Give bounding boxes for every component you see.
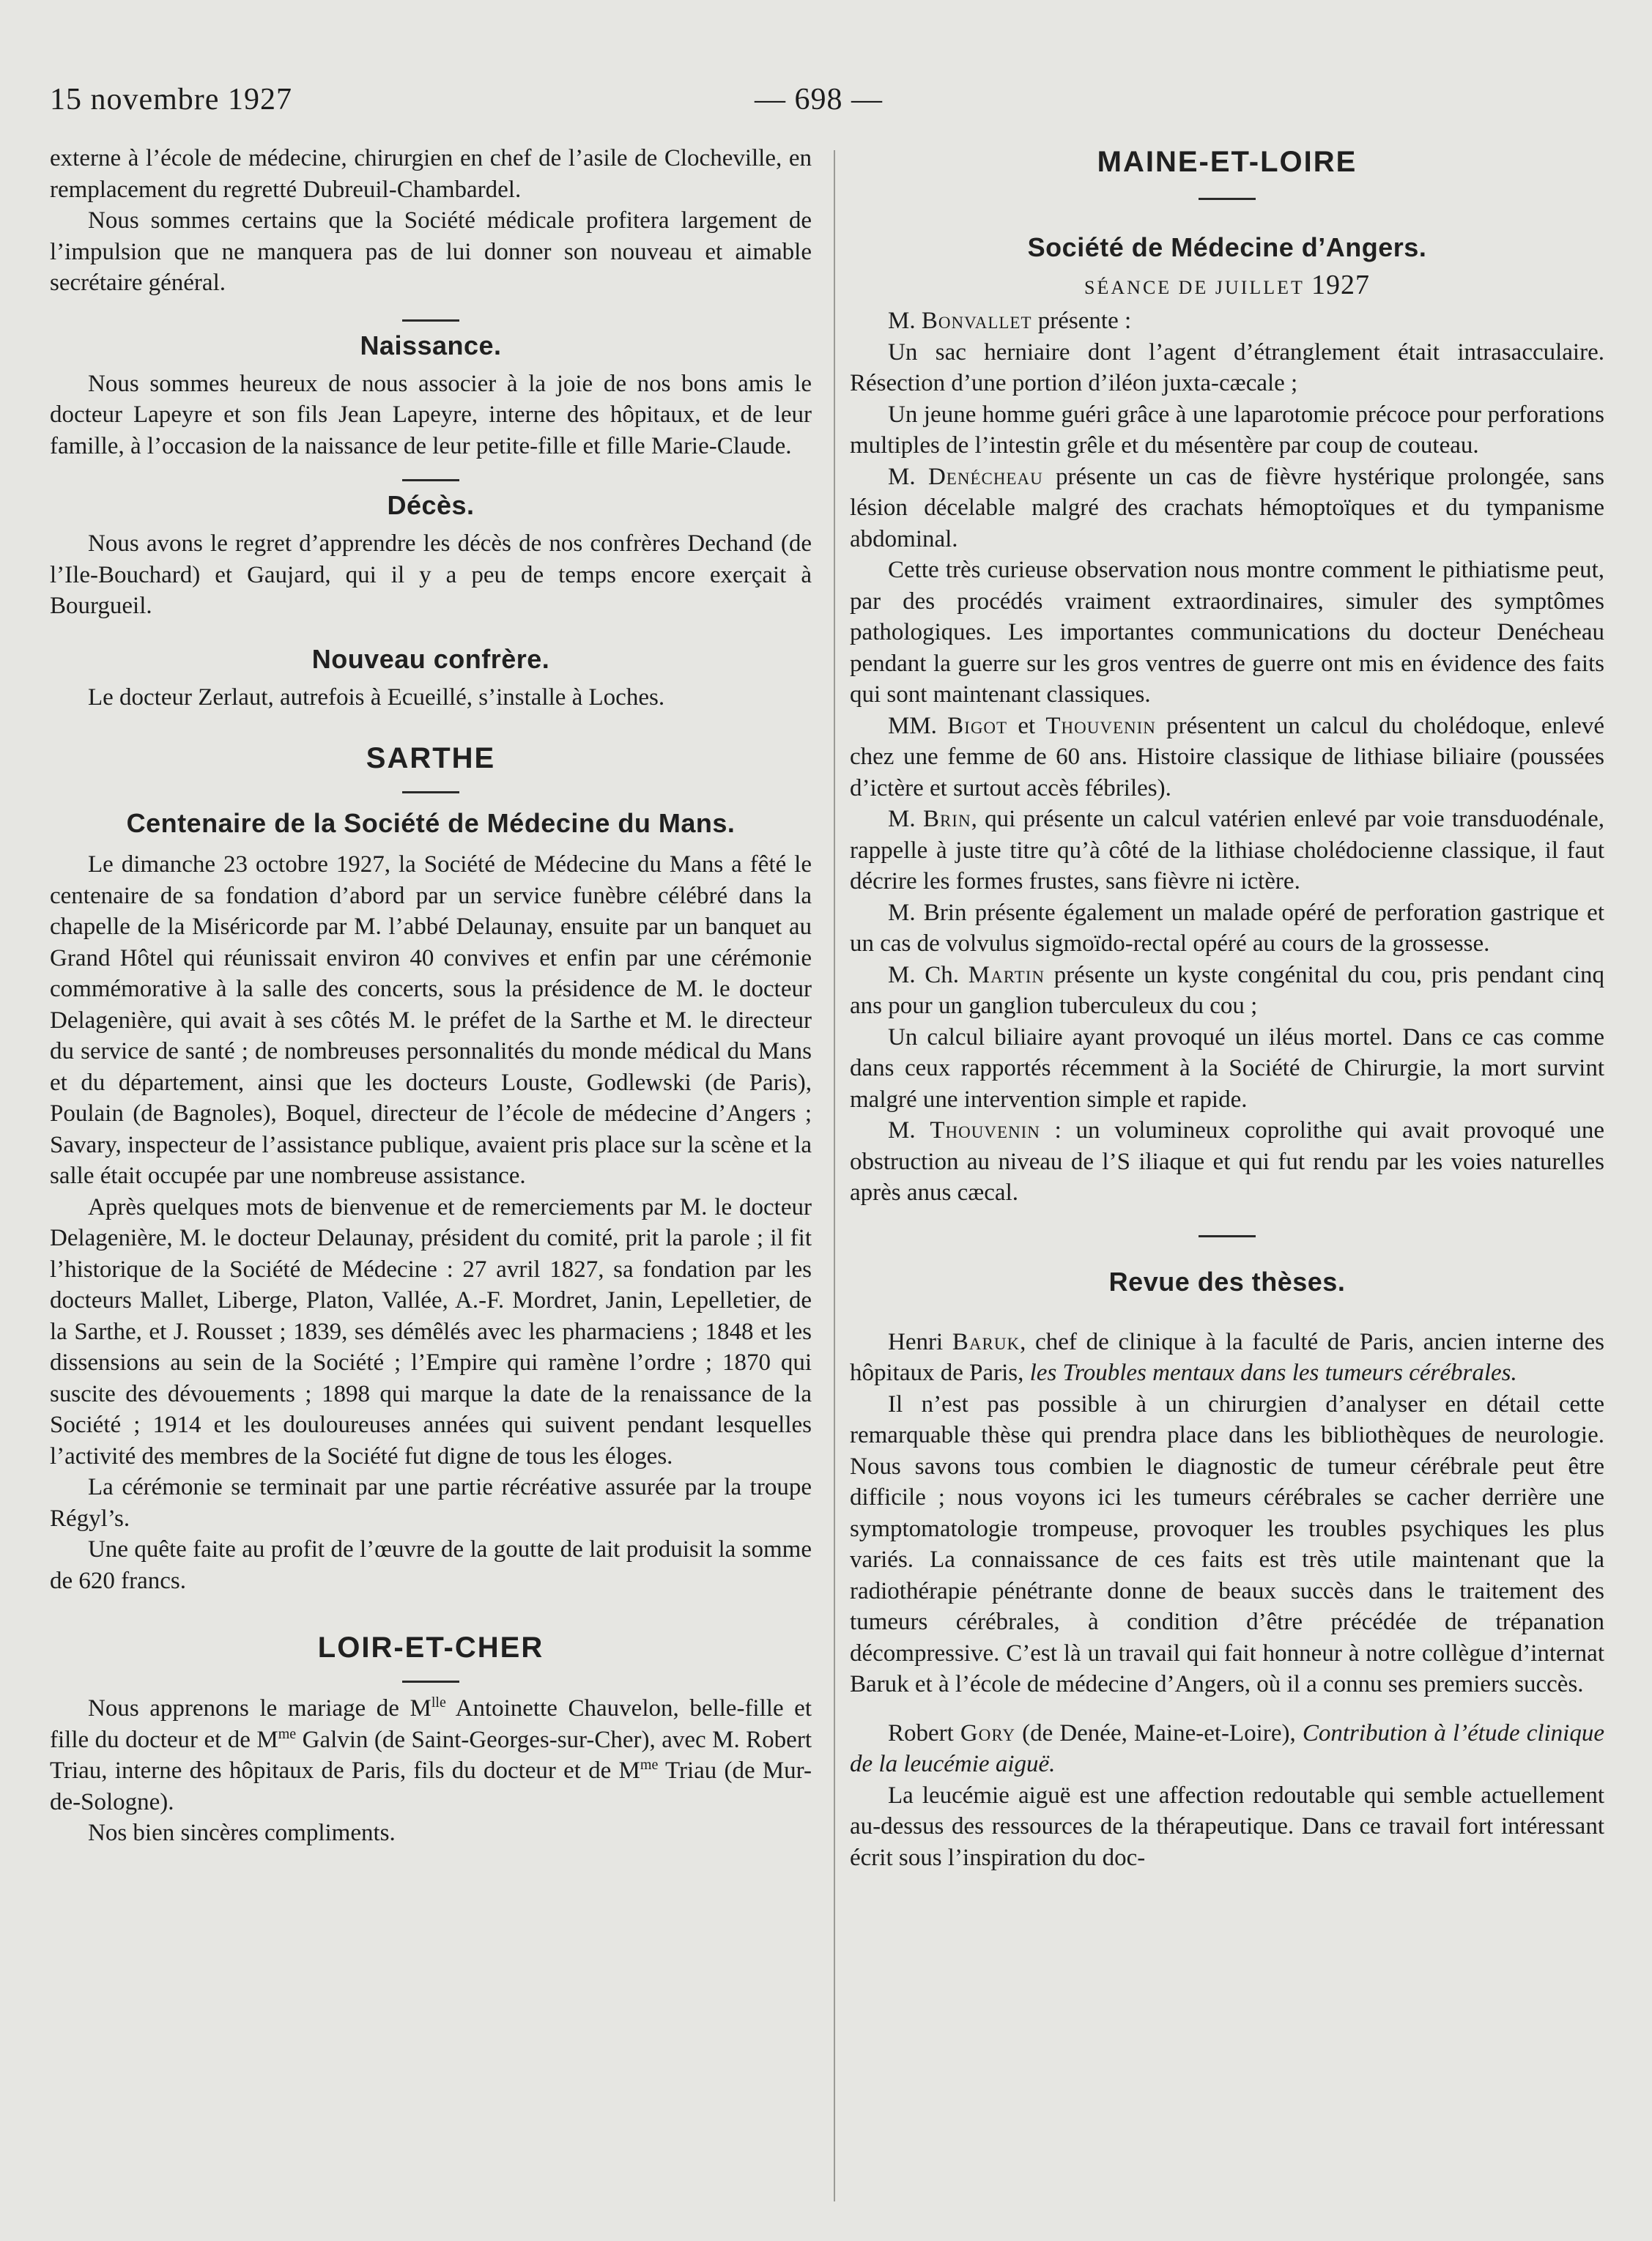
sarthe-heading: SARTHE <box>366 742 496 774</box>
loir-et-cher-heading: LOIR-ET-CHER <box>317 1631 544 1664</box>
right-column <box>850 143 1604 1873</box>
section-separator <box>402 479 459 481</box>
centenaire-heading: Centenaire de la Société de Médecine du Mans. <box>126 808 736 838</box>
naissance-text: Nous sommes heureux de nous associer à la joie de nos bons amis le docteur Lapeyre et son fils Jean Lapeyre, interne des hôpitaux, et de leur famille, à l’occasion de la naissance de leur petite-fille et fille Marie-Claude. <box>50 370 812 459</box>
confrere-text: Le docteur Zerlaut, autrefois à Ecueillé, s’installe à Loches. <box>88 684 665 711</box>
left-column <box>50 143 812 1849</box>
compliments-paragraph: Nos bien sincères compliments. <box>88 1820 396 1846</box>
bigot-thouvenin-paragraph: MM. Bigot et Thouvenin présentent un calcul du cholédoque, enlevé chez une femme de 60 ans. Histoire classique de lithiase biliaire (poussées d’ictère et surtout accès fébriles). <box>850 712 1605 801</box>
sarthe-paragraph-2: Après quelques mots de bienvenue et de remerciements par M. le docteur Delagenière, M. le docteur Delaunay, président du comité, prit la parole ; il fit l’historique de la Société de Médecine : 27 avril 1827, sa fondation par les docteurs Mallet, Liberge, Platon, Vallée, A.-F. Mordret, Janin, Lepelletier, de la Sarthe, et J. Rousset ; 1839, ses démêlés avec les pharmaciens ; 1848 et les dissensions au sein de la Société ; l’Empire qui ramène l’ordre ; 1870 qui suscite des dévouements ; 1898 qui marque la date de la renaissance de la Société ; 1914 et les douloureuses années qui suivent pendant lesquelles l’activité des membres de la Société fut digne de tous les éloges. <box>50 1193 812 1470</box>
thouvenin-paragraph: M. Thouvenin : un volumineux coprolithe qui avait provoqué une obstruction au niveau de l’S iliaque et qui fut rendu par les voies naturelles après anus cæcal. <box>850 1117 1604 1206</box>
section-separator <box>402 319 459 322</box>
sarthe-paragraph-3: La cérémonie se terminait par une partie récréative assurée par la troupe Régyl’s. <box>50 1474 812 1532</box>
leucemie-paragraph: La leucémie aiguë est une affection redoutable qui semble actuellement au-dessus des ressources de la thérapeutique. Dans ce travail fort intéressant écrit sous l’inspiration du doc- <box>850 1782 1604 1871</box>
gory-paragraph: Robert Gory (de Denée, Maine-et-Loire), Contribution à l’étude clinique de la leucémie aiguë. <box>850 1719 1604 1777</box>
confrere-heading: Nouveau confrère. <box>311 643 550 674</box>
seance-line: SÉANCE DE JUILLET 1927 <box>1084 270 1370 300</box>
section-separator <box>402 791 459 793</box>
intro-paragraph: externe à l’école de médecine, chirurgien en chef de l’asile de Clocheville, en remplacement du regretté Dubreuil-Chambardel. <box>50 145 812 203</box>
calcul-biliaire-paragraph: Un calcul biliaire ayant provoqué un iléus mortel. Dans ce cas comme dans ceux rapportés récemment à la Société de Chirurgie, la mort survint malgré une intervention simple et rapide. <box>850 1023 1604 1113</box>
jeune-homme-paragraph: Un jeune homme guéri grâce à une laparotomie précoce pour perforations multiples de l’intestin grêle et du mésentère par coup de couteau. <box>850 401 1604 459</box>
maine-et-loire-heading: MAINE-ET-LOIRE <box>1097 146 1357 178</box>
issue-date: 15 novembre 1927 <box>50 83 292 116</box>
brin-paragraph: M. Brin, qui présente un calcul vatérien enlevé par voie transduodénale, rappelle à juste titre qu’à côté de la lithiase cholédocienne classique, il faut décrire les formes frustes, sans fièvre ni ictère. <box>850 806 1605 894</box>
deces-text: Nous avons le regret d’apprendre les décès de nos confrères Dechand (de l’Ile-Bouchard) et Gaujard, qui il y a peu de temps encore exerçait à Bourgueil. <box>50 530 812 619</box>
intro-paragraph-2: Nous sommes certains que la Société médicale profitera largement de l’impulsion que ne manquera pas de lui donner son nouveau et aimable secrétaire général. <box>50 207 812 296</box>
deces-heading: Décès. <box>387 490 475 520</box>
societe-angers-heading: Société de Médecine d’Angers. <box>1027 232 1427 262</box>
denecheau-paragraph: M. Denécheau présente un cas de fièvre hystérique prolongée, sans lésion décelable malgré des crachats hémoptoïques et du tympanisme abdominal. <box>850 463 1605 552</box>
section-separator <box>1199 1235 1256 1237</box>
revue-theses-heading: Revue des thèses. <box>1108 1266 1346 1297</box>
section-separator <box>402 1681 459 1683</box>
section-separator <box>1199 198 1256 200</box>
martin-paragraph: M. Ch. Martin présente un kyste congénital du cou, pris pendant cinq ans pour un ganglion tuberculeux du cou ; <box>850 961 1604 1019</box>
brin-paragraph-2: M. Brin présente également un malade opéré de perforation gastrique et un cas de volvulus sigmoïdo-rectal opéré au cours de la grossesse. <box>850 899 1604 957</box>
sac-herniaire-paragraph: Un sac herniaire dont l’agent d’étranglement était intrasacculaire. Résection d’une portion d’iléon juxta-cæcale ; <box>850 338 1604 396</box>
mariage-paragraph: Nous apprenons le mariage de $M^{lle}$ Antoinette Chauvelon, belle-fille et fille du docteur et de $M^{me}$ Galvin (de Saint-Georges-sur-Cher), avec M. Robert Triau, interne des hôpitaux de Paris, fils du docteur et de $M^{me}$ Triau (de Mur-de-Sologne). <box>50 1694 812 1815</box>
baruk-analysis-paragraph: Il n’est pas possible à un chirurgien d’analyser en détail cette remarquable thèse qui prendra place dans les bibliothèques de neurologie. Nous savons tous combien le diagnostic de tumeur cérébrale peut être difficile ; nous voyons ici les tumeurs cérébrales se cacher derrière une symptomatologie trompeuse, provoquer les troubles psychiques les plus variés. La connaissance de ces faits est très utile maintenant que la radiothérapie pénétrante donne de beaux succès dans le traitement des tumeurs cérébrales, à condition d’être précédée de trépanation décompressive. C’est là un travail qui fait honneur à notre collègue d’internat Baruk et à l’école de médecine d’Angers, où il a connu ses premiers succès. <box>850 1390 1604 1697</box>
page-number: — 698 — <box>755 83 883 116</box>
column-divider <box>834 150 835 2201</box>
baruk-paragraph: Henri Baruk, chef de clinique à la faculté de Paris, ancien interne des hôpitaux de Paris, les Troubles mentaux dans les tumeurs cérébrales. <box>850 1328 1604 1386</box>
sarthe-paragraph-1: Le dimanche 23 octobre 1927, la Société de Médecine du Mans a fêté le centenaire de sa fondation d’abord par un service funèbre célébré dans la chapelle de la Miséricorde par M. l’abbé Delaunay, ensuite par un banquet au Grand Hôtel qui réunissait environ 40 convives et enfin par une cérémonie commémorative à la salle des concerts, sous la présidence de M. le docteur Delagenière, qui avait à ses côtés M. le préfet de la Sarthe et M. le directeur du service de santé ; de nombreuses personnalités du monde médical du Mans et du département, ainsi que les docteurs Louste, Godlewski (de Paris), Poulain (de Bagnoles), Boquel, directeur de l’école de médecine d’Angers ; Savary, inspecteur de l’assistance publique, avaient pris place sur la scène et la salle était occupée par une nombreuse assistance. <box>50 851 812 1189</box>
bonvallet-paragraph: M. Bonvallet présente : <box>888 308 1132 334</box>
naissance-heading: Naissance. <box>360 330 502 360</box>
observation-paragraph: Cette très curieuse observation nous montre comment le pithiatisme peut, par des procédés vraiment extraordinaires, simuler des symptômes pathologiques. Les importantes communications du docteur Denécheau pendant la guerre sur les gros ventres de guerre ont mis en évidence des faits qui sont maintenant classiques. <box>850 557 1604 708</box>
sarthe-paragraph-4: Une quête faite au profit de l’œuvre de la goutte de lait produisit la somme de 620 francs. <box>50 1536 812 1594</box>
